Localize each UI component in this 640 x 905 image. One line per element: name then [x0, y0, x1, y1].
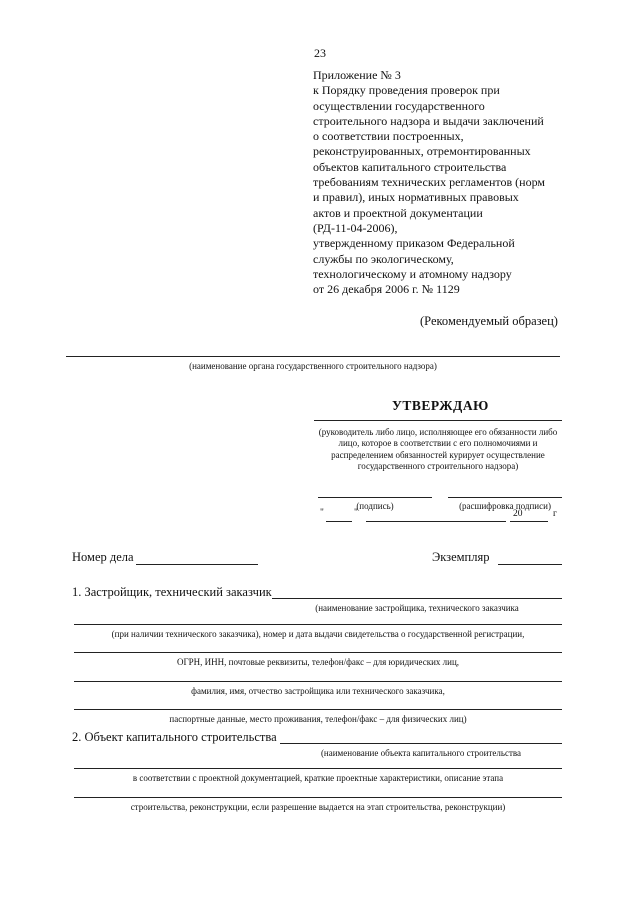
- recommended-sample-label: (Рекомендуемый образец): [420, 314, 558, 328]
- appendix-line: объектов капитального строительства: [313, 159, 507, 174]
- appendix-line: (РД-11-04-2006),: [313, 220, 398, 235]
- appendix-line: утвержденному приказом Федеральной: [313, 236, 515, 251]
- signature-decryption-line[interactable]: [448, 497, 562, 498]
- appendix-line: к Порядку проведения проверок при: [313, 83, 500, 98]
- page-number: 23: [314, 46, 326, 60]
- section1-caption-5: паспортные данные, место проживания, телефон/факс – для физических лиц): [169, 714, 467, 724]
- approve-title: УТВЕРЖДАЮ: [392, 398, 489, 413]
- date-quote-close: ": [354, 508, 358, 518]
- appendix-line: актов и проектной документации: [313, 205, 483, 220]
- appendix-line: о соответствии построенных,: [313, 129, 464, 144]
- appendix-line: реконструированных, отремонтированных: [313, 144, 531, 159]
- section2-label: 2. Объект капитального строительства: [72, 730, 277, 744]
- section1-label: 1. Застройщик, технический заказчик: [72, 585, 272, 599]
- appendix-line: Приложение № 3: [313, 68, 401, 82]
- signature-caption: (подпись): [356, 501, 394, 511]
- section1-caption-1: (наименование застройщика, технического заказчика: [315, 603, 519, 613]
- copy-label: Экземпляр: [432, 550, 490, 564]
- appendix-line: технологическому и атомному надзору: [313, 266, 512, 281]
- appendix-line: требованиям технических регламентов (норм: [313, 175, 545, 190]
- appendix-line: службы по экологическому,: [313, 251, 454, 266]
- developer-passport-line[interactable]: [74, 709, 562, 710]
- signature-line[interactable]: [318, 497, 432, 498]
- section1-caption-2: (при наличии технического заказчика), номер и дата выдачи свидетельства о государственной регистрации,: [111, 629, 525, 639]
- date-year-line[interactable]: [510, 521, 548, 522]
- authority-caption: (наименование органа государственного строительного надзора): [189, 361, 437, 371]
- date-quote-open: ": [320, 508, 324, 518]
- appendix-block: [313, 68, 593, 297]
- case-number-label: Номер дела: [72, 550, 134, 564]
- developer-name-line[interactable]: [272, 598, 562, 599]
- developer-registration-line[interactable]: [74, 624, 562, 625]
- date-year-prefix: 20: [513, 509, 523, 519]
- date-month-line[interactable]: [366, 521, 506, 522]
- section2-caption-1: (наименование объекта капитального строительства: [320, 748, 522, 758]
- appendix-line: и правил), иных нормативных правовых: [313, 190, 519, 205]
- approver-description: (руководитель либо лицо, исполняющее его обязанности либо лицо, которое в соответствии с его полномочиями и распределением обязанностей курирует осуществление государственного строительного надзора): [318, 427, 558, 472]
- date-day-line[interactable]: [326, 521, 352, 522]
- section2-caption-3: строительства, реконструкции, если разрешение выдается на этап строительства, реконструкции): [130, 802, 506, 812]
- developer-fullname-line[interactable]: [74, 681, 562, 682]
- decryption-caption: (расшифровка подписи): [459, 501, 551, 511]
- developer-requisites-line[interactable]: [74, 652, 562, 653]
- appendix-line: строительного надзора и выдачи заключений: [313, 113, 544, 128]
- section2-caption-2: в соответствии с проектной документацией, краткие проектные характеристики, описание этапа: [132, 773, 504, 783]
- object-name-line[interactable]: [280, 743, 562, 744]
- appendix-line: осуществлении государственного: [313, 98, 485, 113]
- authority-name-line[interactable]: [66, 356, 560, 357]
- section1-caption-4: фамилия, имя, отчество застройщика или технического заказчика,: [191, 686, 445, 696]
- date-year-suffix: г: [553, 509, 557, 519]
- approver-line[interactable]: [314, 420, 562, 421]
- case-number-field[interactable]: [136, 564, 258, 565]
- copy-field[interactable]: [498, 564, 562, 565]
- section1-caption-3: ОГРН, ИНН, почтовые реквизиты, телефон/факс – для юридических лиц,: [176, 657, 460, 667]
- object-stage-line[interactable]: [74, 797, 562, 798]
- appendix-line: от 26 декабря 2006 г. № 1129: [313, 282, 460, 297]
- object-project-line[interactable]: [74, 768, 562, 769]
